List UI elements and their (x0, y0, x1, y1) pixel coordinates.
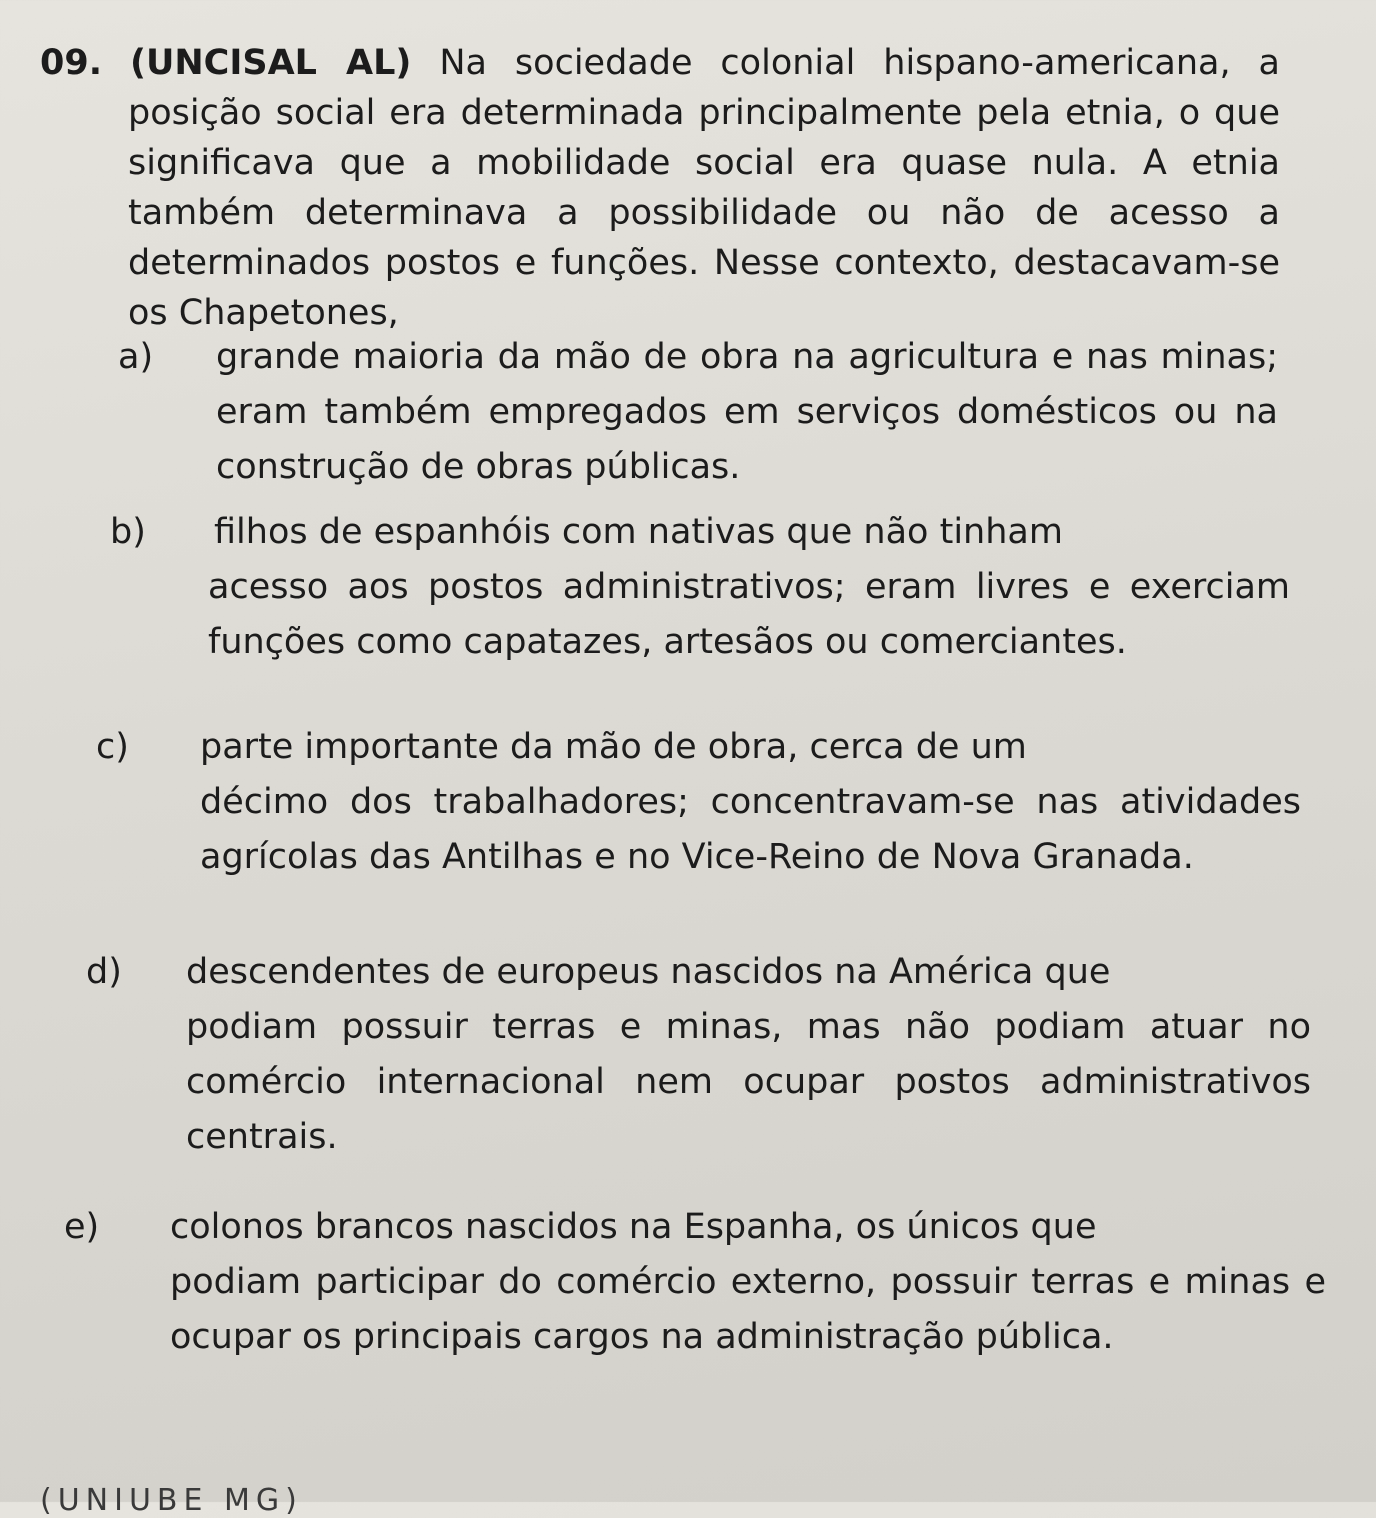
option-text-first-line: descendentes de europeus nascidos na América que (186, 952, 1111, 992)
question-block (40, 38, 1280, 338)
option-letter: c) (96, 727, 129, 767)
option-text-first-line: filhos de espanhóis com nativas que não tinham (214, 512, 1063, 552)
option-text (86, 945, 1311, 1000)
option-text (110, 505, 1290, 560)
option-a[interactable] (118, 330, 1278, 495)
option-text-first-line: colonos brancos nascidos na Espanha, os únicos que (170, 1207, 1097, 1247)
option-c[interactable] (96, 720, 1301, 885)
question-stem (40, 38, 1280, 338)
option-text (96, 720, 1301, 775)
option-text-continuation: décimo dos trabalhadores; concentravam-se nas atividades agrícolas das Antilhas e no Vice-Reino de Nova Granada. (200, 782, 1301, 877)
option-letter: e) (64, 1207, 100, 1247)
option-text: grande maioria da mão de obra na agricultura e nas minas; eram também empregados em serviços domésticos ou na construção de obras públicas. (216, 337, 1278, 487)
option-e[interactable] (64, 1200, 1326, 1365)
question-text: Na sociedade colonial hispano-americana, a posição social era determinada principalmente pela etnia, o que significava que a mobilidade social era quase nula. A etnia também determinava a possibilidade ou não de acesso a determinados postos e funções. Nesse contexto, destacavam-se os Chapetones, (128, 43, 1280, 333)
option-text-continuation: podiam participar do comércio externo, possuir terras e minas e ocupar os principais cargos na administração pública. (170, 1262, 1326, 1357)
option-letter: b) (110, 512, 146, 552)
question-number: 09. (40, 43, 103, 83)
option-letter: d) (86, 952, 122, 992)
option-text (64, 1200, 1326, 1255)
option-text-first-line: parte importante da mão de obra, cerca de um (200, 727, 1027, 767)
option-letter: a) (118, 337, 154, 377)
option-d[interactable] (86, 945, 1311, 1165)
question-source: (UNCISAL AL) (129, 43, 412, 83)
option-text-continuation: podiam possuir terras e minas, mas não podiam atuar no comércio internacional nem ocupar postos administrativos centrais. (186, 1007, 1311, 1157)
next-question-source: (UNIUBE MG) (40, 1483, 303, 1518)
option-text-continuation: acesso aos postos administrativos; eram livres e exerciam funções como capatazes, artesãos ou comerciantes. (208, 567, 1290, 662)
next-question-fragment (40, 1483, 380, 1518)
option-b[interactable] (110, 505, 1290, 670)
